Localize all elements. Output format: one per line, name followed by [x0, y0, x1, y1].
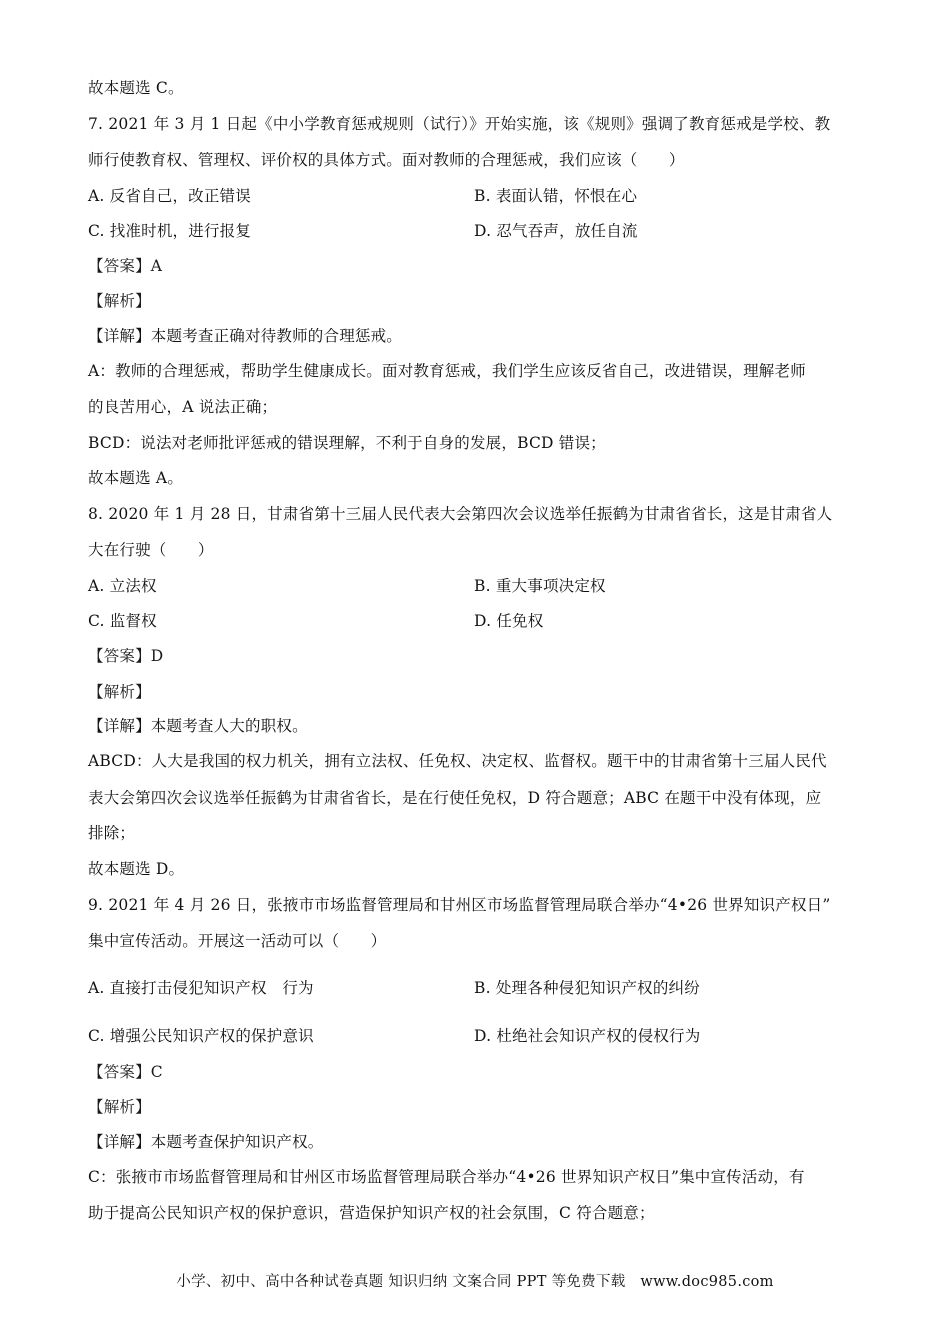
q9-detail-c-line-1: C：张掖市市场监督管理局和甘州区市场监督管理局联合举办“4•26 世界知识产权日”集中宣传活动，有 — [88, 1168, 805, 1186]
q8-answer: 【答案】D — [88, 647, 164, 665]
q7-answer: 【答案】A — [88, 257, 163, 275]
q9-option-d: D. 杜绝社会知识产权的侵权行为 — [474, 1027, 701, 1045]
q7-option-b: B. 表面认错，怀恨在心 — [474, 187, 638, 205]
q8-option-d: D. 任免权 — [474, 612, 544, 630]
q9-stem-line-1: 9. 2021 年 4 月 26 日，张掖市市场监督管理局和甘州区市场监督管理局联合举办“4•26 世界知识产权日” — [88, 896, 831, 914]
q8-conclusion: 故本题选 D。 — [88, 860, 185, 878]
q9-option-a: A. 直接打击侵犯知识产权 行为 — [88, 979, 314, 997]
q8-detail-line-3: 排除； — [88, 824, 136, 842]
q9-option-b: B. 处理各种侵犯知识产权的纠纷 — [474, 979, 700, 997]
q9-stem-line-2: 集中宣传活动。开展这一活动可以（ ） — [88, 932, 387, 950]
q8-option-c: C. 监督权 — [88, 612, 157, 630]
q9-answer: 【答案】C — [88, 1063, 163, 1081]
q7-conclusion: 故本题选 A。 — [88, 469, 184, 487]
q6-conclusion: 故本题选 C。 — [88, 79, 184, 97]
q7-detail-bcd: BCD：说法对老师批评惩戒的错误理解，不利于自身的发展，BCD 错误； — [88, 434, 606, 452]
q7-option-d: D. 忍气吞声，放任自流 — [474, 222, 638, 240]
q8-detail-line-2: 表大会第四次会议选举任振鹤为甘肃省省长，是在行使任免权，D 符合题意；ABC 在题干中没有体现，应 — [88, 789, 822, 807]
q8-detail-line-1: ABCD：人大是我国的权力机关，拥有立法权、任免权、决定权、监督权。题干中的甘肃省第十三届人民代 — [88, 752, 827, 770]
q8-analysis-label: 【解析】 — [88, 683, 151, 701]
q9-analysis-label: 【解析】 — [88, 1098, 151, 1116]
q8-option-b: B. 重大事项决定权 — [474, 577, 606, 595]
q7-option-c: C. 找准时机，进行报复 — [88, 222, 252, 240]
q8-detail-heading: 【详解】本题考查人大的职权。 — [88, 717, 308, 735]
q7-option-a: A. 反省自己，改正错误 — [88, 187, 251, 205]
q7-stem-line-1: 7. 2021 年 3 月 1 日起《中小学教育惩戒规则（试行）》开始实施，该《规则》强调了教育惩戒是学校、教 — [88, 115, 831, 133]
q9-detail-heading: 【详解】本题考查保护知识产权。 — [88, 1133, 324, 1151]
q9-option-c: C. 增强公民知识产权的保护意识 — [88, 1027, 314, 1045]
q7-detail-heading: 【详解】本题考查正确对待教师的合理惩戒。 — [88, 327, 403, 345]
q8-stem-line-2: 大在行驶（ ） — [88, 541, 214, 559]
q7-detail-a-line-1: A：教师的合理惩戒，帮助学生健康成长。面对教育惩戒，我们学生应该反省自己，改进错误，理解老师 — [88, 362, 806, 380]
q7-detail-a-line-2: 的良苦用心，A 说法正确； — [88, 398, 278, 416]
q8-option-a: A. 立法权 — [88, 577, 157, 595]
q8-stem-line-1: 8. 2020 年 1 月 28 日，甘肃省第十三届人民代表大会第四次会议选举任振鹤为甘肃省省长，这是甘肃省人 — [88, 505, 833, 523]
q9-detail-c-line-2: 助于提高公民知识产权的保护意识，营造保护知识产权的社会氛围，C 符合题意； — [88, 1204, 655, 1222]
q7-analysis-label: 【解析】 — [88, 292, 151, 310]
page-footer: 小学、初中、高中各种试卷真题 知识归纳 文案合同 PPT 等免费下载 www.doc985.com — [176, 1274, 774, 1290]
q7-stem-line-2: 师行使教育权、管理权、评价权的具体方式。面对教师的合理惩戒，我们应该（ ） — [88, 151, 685, 169]
